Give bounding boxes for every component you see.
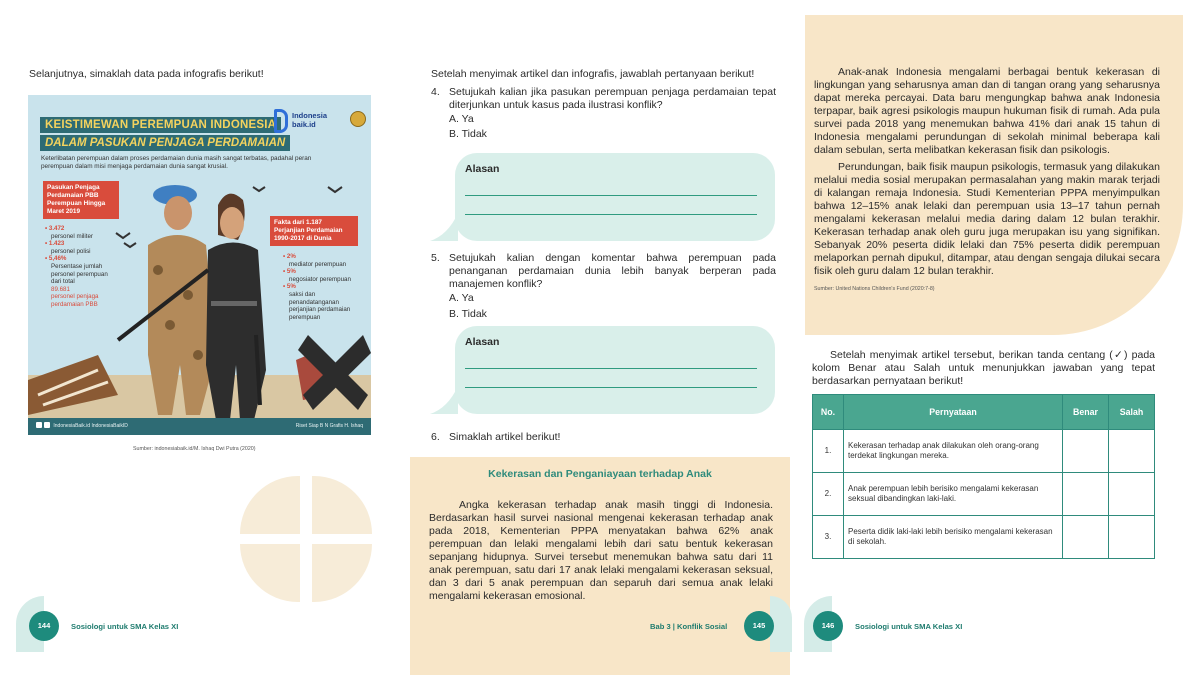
decor-shape — [312, 476, 372, 534]
article-body: Angka kekerasan terhadap anak masih tinggi di Indonesia. Berdasarkan hasil survei nasional mengenai kekerasan terhadap anak pada 2018, Kementerian PPPA menyatakan bahwa 62% anak perempuan dan lelaki mengalami lebih dari satu bentuk kekerasan sepanjang hidupnya. Survei tersebut menemukan bahwa satu dari 11 anak perempuan, satu dari 17 anak lelaki mengalami kekerasan seksual, dan 3 dari 5 anak perempuan dan separuh dari semua anak lelaki mengalami kekerasan emosional. — [429, 499, 773, 602]
garuda-seal-icon — [350, 111, 366, 127]
question-4: 4. Setujukah kalian jika pasukan perempuan penjaga perdamaian tepat diterjunkan untuk kasus pada ilustrasi konflik? — [431, 86, 776, 111]
false-checkbox-cell[interactable] — [1109, 473, 1155, 516]
statement-table — [812, 394, 1155, 559]
footer-chapter: Bab 3 | Konflik Sosial — [650, 622, 728, 631]
table-instruction: Setelah menyimak artikel tersebut, berikan tanda centang (✓) pada kolom Benar atau Salah untuk menunjukkan jawaban yang tepat berdasarkan pernyataan berikut! — [812, 349, 1155, 387]
header-statement: Pernyataan — [844, 395, 1063, 430]
right-fact-box: Fakta dari 1.187 Perjanjian Perdamaian 1990-2017 di Dunia — [270, 216, 358, 246]
article-continued-box — [805, 15, 1183, 335]
page-number: 144 — [29, 611, 59, 641]
page2-intro: Setelah menyimak artikel dan infografis, jawablah pertanyaan berikut! — [431, 68, 755, 80]
true-checkbox-cell[interactable] — [1063, 430, 1109, 473]
answer-line — [465, 195, 757, 196]
article-source: Sumber: United Nations Children's Fund (2020:7-8) — [814, 286, 935, 292]
table-row: 3. Peserta didik laki-laki lebih berisiko mengalami kekerasan di sekolah. — [813, 516, 1155, 559]
logo-b-icon — [274, 109, 288, 133]
social-icon — [36, 422, 42, 428]
page-number: 145 — [744, 611, 774, 641]
article-paragraph-1: Anak-anak Indonesia mengalami berbagai bentuk kekerasan di lingkungan yang seharusnya aman dan di tangan orang yang seharusnya dapat mereka percayai. Data baru mengungkap bahwa anak Indonesia terpapar, baik agresi psikologis maupun hukuman fisik di rumah. Ada pula survei pada 2018 yang menemukan bahwa 41% dari anak 15 tahun di Indonesia mengalami perundungan di sekolah minimal beberapa kali dalam sebulan, serta melibatkan kekerasan fisik dan psikologis. — [814, 66, 1160, 156]
bubble-tail — [430, 386, 460, 416]
q5-reason-label: Alasan — [465, 336, 500, 348]
table-row: 1. Kekerasan terhadap anak dilakukan oleh orang-orang terdekat lingkungan mereka. — [813, 430, 1155, 473]
decor-shape — [240, 544, 300, 602]
true-checkbox-cell[interactable] — [1063, 516, 1109, 559]
indonesia-baik-logo — [274, 109, 368, 135]
social-icon — [44, 422, 50, 428]
left-fact-box: Pasukan Penjaga Perdamaian PBB Perempuan Hingga Maret 2019 — [43, 181, 119, 219]
false-checkbox-cell[interactable] — [1109, 430, 1155, 473]
page-144 — [0, 0, 400, 675]
header-true: Benar — [1063, 395, 1109, 430]
q4-option-a[interactable]: A. Ya — [449, 113, 474, 125]
infographic-title-2: DALAM PASUKAN PENJAGA PERDAMAIAN — [40, 135, 290, 151]
infographic-footer: IndonesiaBaik.id IndonesiaBaikID Riset Siap B N Grafis H. Ishaq — [28, 418, 371, 435]
page-145 — [400, 0, 800, 675]
article-title: Kekerasan dan Penganiayaan terhadap Anak — [488, 468, 712, 480]
bubble-tail — [430, 213, 460, 243]
question-6: 6. Simaklah artikel berikut! — [431, 431, 561, 443]
header-no: No. — [813, 395, 844, 430]
q4-option-b[interactable]: B. Tidak — [449, 128, 487, 140]
q5-option-a[interactable]: A. Ya — [449, 292, 474, 304]
false-checkbox-cell[interactable] — [1109, 516, 1155, 559]
infographic — [28, 95, 371, 435]
footer-book-title: Sosiologi untuk SMA Kelas XI — [855, 622, 963, 631]
decor-shape — [240, 476, 300, 534]
table-row: 2. Anak perempuan lebih berisiko mengalami kekerasan seksual dibandingkan laki-laki. — [813, 473, 1155, 516]
q5-option-b[interactable]: B. Tidak — [449, 308, 487, 320]
answer-line — [465, 214, 757, 215]
q4-reason-box[interactable] — [455, 153, 775, 241]
article-paragraph-2: Perundungan, baik fisik maupun psikologis, termasuk yang dilakukan melalui media sosial merupakan permasalahan yang makin marak terjadi di kalangan remaja Indonesia. Studi Kementerian PPPA menyimpulkan bahwa 12–15% anak lelaki dan perempuan usia 13–17 tahun pernah mengalami kekerasan melalui media daring dalam 12 bulan terakhir. Kekerasan terhadap anak oleh guru juga merupakan isu yang signifikan. Sebanyak 20% peserta didik lelaki dan 75% peserta didik perempuan melaporkan pernah dipukul, ditampar, atau dengan sengaja dilukai secara fisik oleh guru dalam 12 bulan terakhir. — [814, 161, 1160, 277]
logo-text: Indonesia baik.id — [292, 111, 328, 129]
page-146 — [800, 0, 1200, 675]
footer-book-title: Sosiologi untuk SMA Kelas XI — [71, 622, 179, 631]
true-checkbox-cell[interactable] — [1063, 473, 1109, 516]
decor-shape — [312, 544, 372, 602]
question-5: 5. Setujukah kalian dengan komentar bahwa perempuan pada penanganan perdamaian dunia lebih banyak berperan pada manajemen konflik? — [431, 252, 776, 290]
infographic-title-1: KEISTIMEWAN PEREMPUAN INDONESIA — [40, 117, 281, 133]
answer-line — [465, 368, 757, 369]
q4-reason-label: Alasan — [465, 163, 500, 175]
table-header-row — [813, 395, 1155, 430]
left-stats: • 3.472 personel militer • 1.423 personel polisi • 5,46% Persentase jumlah personel perempuan dari total 89.681 personel penjaga perdamaian PBB — [45, 225, 108, 308]
page1-intro: Selanjutnya, simaklah data pada infografis berikut! — [29, 68, 264, 80]
article-box — [410, 457, 790, 675]
page-number: 146 — [813, 611, 843, 641]
infographic-intro: Keterlibatan perempuan dalam proses perdamaian dunia masih sangat terbatas, padahal peran perempuan dalam misi menjaga perdamaian dunia sangat krusial. — [41, 155, 312, 170]
answer-line — [465, 387, 757, 388]
right-stats: • 2% mediator perempuan • 5% negosiator perempuan • 5% saksi dan penandatanganan perjanjian perdamaian perempuan — [283, 253, 351, 321]
q5-reason-box[interactable] — [455, 326, 775, 414]
infographic-source: Sumber: indonesiabaik.id/M. Ishaq Dwi Putra (2020) — [133, 446, 256, 452]
header-false: Salah — [1109, 395, 1155, 430]
